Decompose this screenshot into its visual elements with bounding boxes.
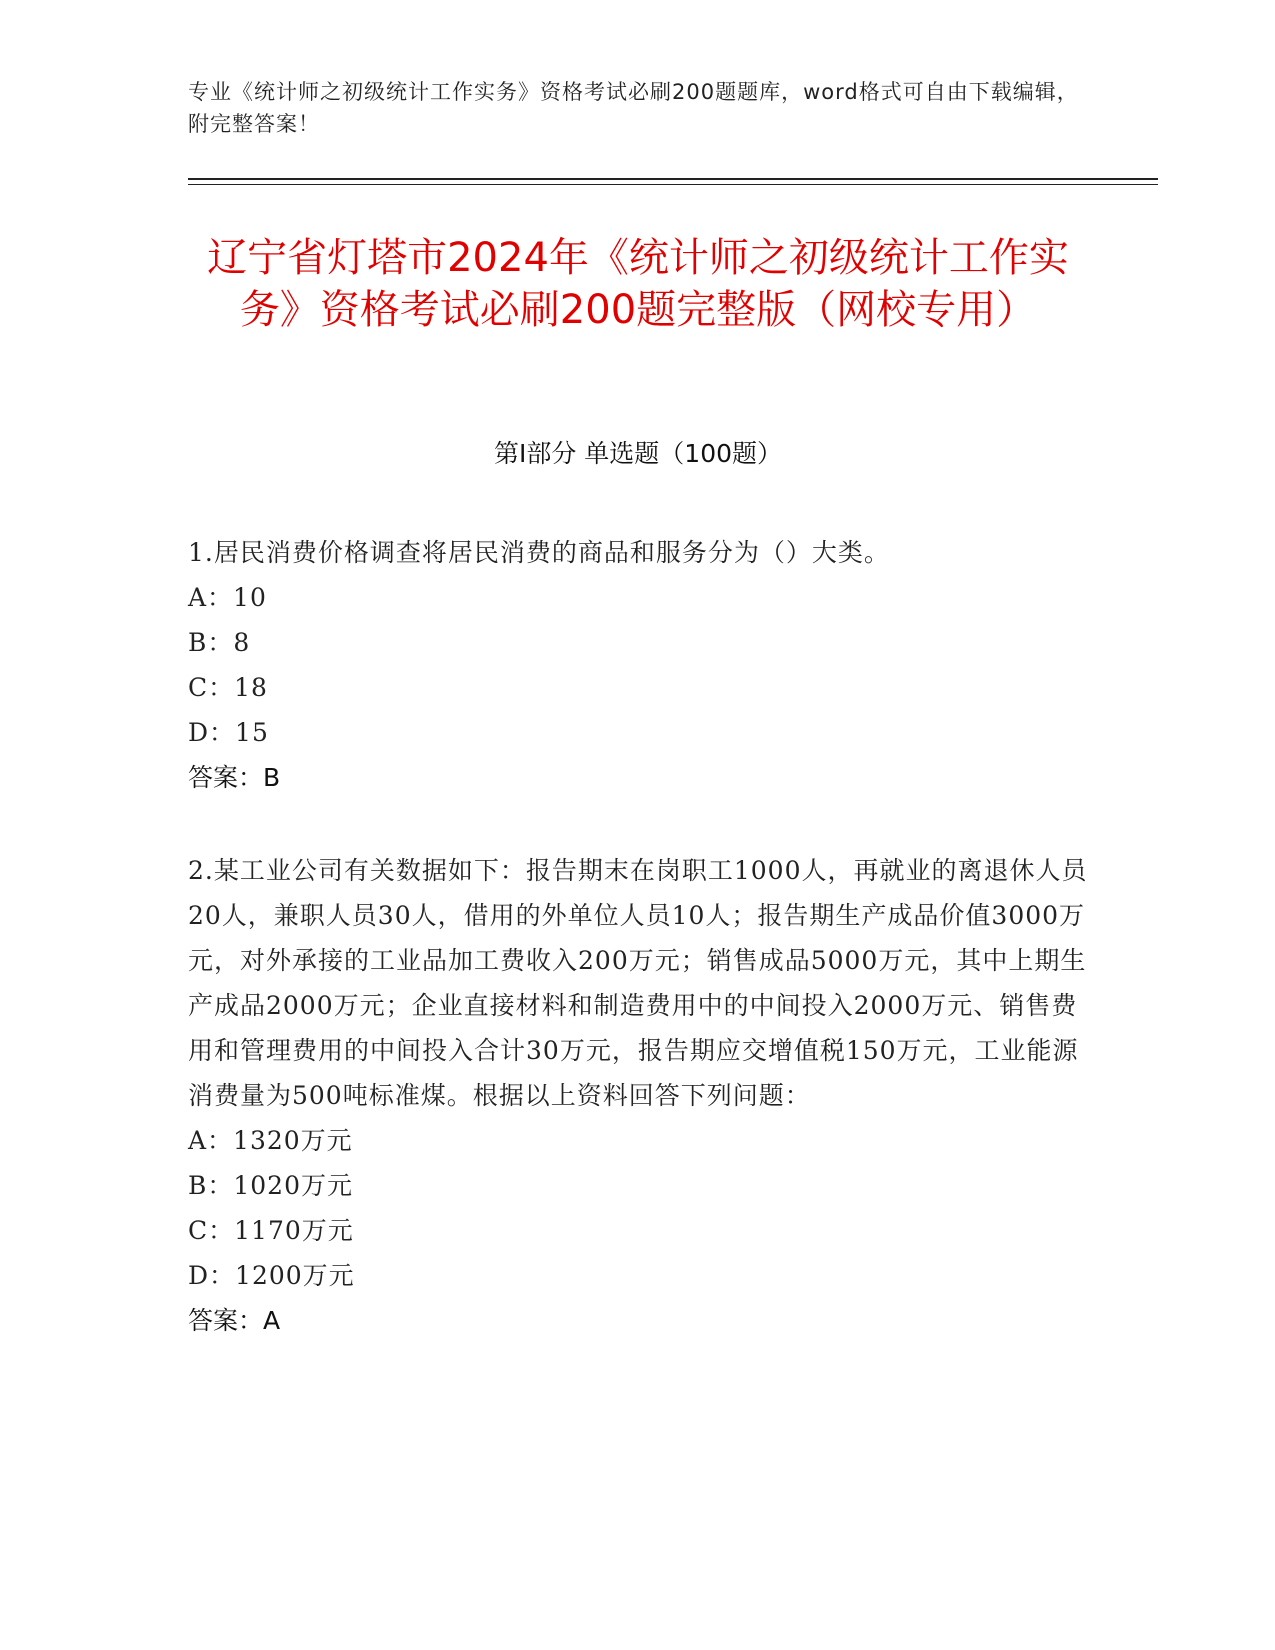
section-title: 第Ⅰ部分 单选题（100题）: [493, 439, 783, 468]
header-rule-thick: [188, 178, 1158, 180]
option-b: B：1020万元: [188, 1171, 353, 1200]
question-block: [188, 530, 1088, 800]
option-d: D：1200万元: [188, 1261, 355, 1290]
document-title: 辽宁省灯塔市2024年《统计师之初级统计工作实务》资格考试必刷200题完整版（网校专用）: [207, 235, 1069, 333]
question-stem: 2.某工业公司有关数据如下：报告期末在岗职工1000人，再就业的离退休人员20人，兼职人员30人，借用的外单位人员10人；报告期生产成品价值3000万元，对外承接的工业品加工费收入200万元；销售成品5000万元，其中上期生产成品2000万元；企业直接材料和制造费用中的中间投入2000万元、销售费用和管理费用的中间投入合计30万元，报告期应交增值税150万元，工业能源消费量为500吨标准煤。根据以上资料回答下列问题：: [188, 856, 1088, 1110]
answer-line: 答案：A: [188, 1306, 281, 1335]
header-rule-thin: [188, 184, 1158, 185]
option-b: B：8: [188, 628, 251, 657]
option-a: A：1320万元: [188, 1126, 353, 1155]
option-c: C：18: [188, 673, 268, 702]
option-a: A：10: [188, 583, 267, 612]
answer-line: 答案：B: [188, 763, 281, 792]
option-c: C：1170万元: [188, 1216, 354, 1245]
question-block: [188, 848, 1088, 1343]
option-d: D：15: [188, 718, 269, 747]
header-note: 专业《统计师之初级统计工作实务》资格考试必刷200题题库，word格式可自由下载编辑，附完整答案！: [188, 80, 1079, 136]
question-stem: 1.居民消费价格调查将居民消费的商品和服务分为（）大类。: [188, 538, 890, 567]
